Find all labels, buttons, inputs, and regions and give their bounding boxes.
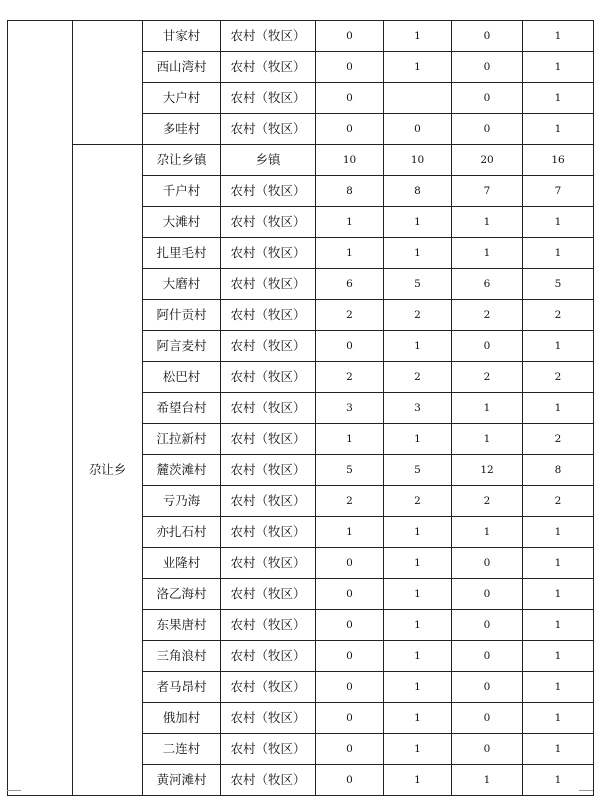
value-cell-3: 1: [452, 517, 523, 548]
value-cell-4: 5: [523, 269, 594, 300]
value-cell-1: 0: [316, 703, 384, 734]
table-row: [8, 21, 594, 52]
village-name-cell: 大磨村: [143, 269, 221, 300]
village-name-cell: 江拉新村: [143, 424, 221, 455]
village-name-cell: 黄河滩村: [143, 765, 221, 796]
area-type-cell: 农村（牧区）: [221, 238, 316, 269]
village-name-cell: 业隆村: [143, 548, 221, 579]
value-cell-3: 1: [452, 765, 523, 796]
village-name-cell: 希望台村: [143, 393, 221, 424]
area-type-cell: 农村（牧区）: [221, 424, 316, 455]
area-type-cell: 农村（牧区）: [221, 455, 316, 486]
value-cell-1: 1: [316, 238, 384, 269]
area-type-cell: 农村（牧区）: [221, 83, 316, 114]
value-cell-4: 1: [523, 703, 594, 734]
value-cell-1: 0: [316, 672, 384, 703]
value-cell-2: 1: [384, 765, 452, 796]
value-cell-3: 1: [452, 207, 523, 238]
value-cell-4: 1: [523, 83, 594, 114]
value-cell-1: 1: [316, 424, 384, 455]
village-name-cell: 多哇村: [143, 114, 221, 145]
area-type-cell: 农村（牧区）: [221, 176, 316, 207]
value-cell-4: 2: [523, 486, 594, 517]
value-cell-3: 2: [452, 486, 523, 517]
area-type-cell: 农村（牧区）: [221, 393, 316, 424]
page-corner-mark-left: [7, 790, 21, 791]
village-statistics-table: [7, 20, 594, 796]
value-cell-2: 1: [384, 641, 452, 672]
value-cell-2: 0: [384, 114, 452, 145]
village-name-cell: 洛乙海村: [143, 579, 221, 610]
value-cell-4: 1: [523, 52, 594, 83]
value-cell-4: 1: [523, 517, 594, 548]
value-cell-2: 1: [384, 238, 452, 269]
area-type-cell: 农村（牧区）: [221, 114, 316, 145]
village-name-cell: 千户村: [143, 176, 221, 207]
area-type-cell: 农村（牧区）: [221, 207, 316, 238]
value-cell-4: 2: [523, 300, 594, 331]
value-cell-2: 1: [384, 21, 452, 52]
area-type-cell: 农村（牧区）: [221, 269, 316, 300]
village-name-cell: 二连村: [143, 734, 221, 765]
village-name-cell: 大滩村: [143, 207, 221, 238]
value-cell-4: 8: [523, 455, 594, 486]
value-cell-3: 1: [452, 238, 523, 269]
area-type-cell: 农村（牧区）: [221, 486, 316, 517]
value-cell-1: 0: [316, 579, 384, 610]
value-cell-1: 1: [316, 207, 384, 238]
village-name-cell: 西山湾村: [143, 52, 221, 83]
village-name-cell: 松巴村: [143, 362, 221, 393]
value-cell-2: 5: [384, 455, 452, 486]
value-cell-3: 0: [452, 610, 523, 641]
value-cell-1: 1: [316, 517, 384, 548]
value-cell-1: 0: [316, 641, 384, 672]
value-cell-2: 1: [384, 517, 452, 548]
previous-town-cell: [73, 21, 143, 145]
value-cell-2: [384, 83, 452, 114]
value-cell-2: 2: [384, 300, 452, 331]
value-cell-2: 1: [384, 331, 452, 362]
value-cell-2: 1: [384, 579, 452, 610]
value-cell-2: 2: [384, 362, 452, 393]
value-cell-4: 1: [523, 331, 594, 362]
county-group-cell: [8, 21, 73, 796]
value-cell-1: 0: [316, 52, 384, 83]
value-cell-4: 1: [523, 579, 594, 610]
value-cell-3: 2: [452, 300, 523, 331]
value-cell-3: 0: [452, 672, 523, 703]
village-name-cell: 大户村: [143, 83, 221, 114]
value-cell-4: 1: [523, 765, 594, 796]
village-name-cell: 麓茨滩村: [143, 455, 221, 486]
village-name-cell: 亦扎石村: [143, 517, 221, 548]
value-cell-4: 1: [523, 238, 594, 269]
value-cell-3: 0: [452, 548, 523, 579]
value-cell-4: 1: [523, 548, 594, 579]
village-name-cell: 亏乃海: [143, 486, 221, 517]
value-cell-1: 0: [316, 114, 384, 145]
village-name-cell: 扎里毛村: [143, 238, 221, 269]
value-cell-3: 12: [452, 455, 523, 486]
value-cell-1: 5: [316, 455, 384, 486]
area-type-cell: 农村（牧区）: [221, 765, 316, 796]
value-cell-1: 0: [316, 331, 384, 362]
area-type-cell: 农村（牧区）: [221, 672, 316, 703]
value-cell-1: 0: [316, 548, 384, 579]
value-cell-1: 2: [316, 300, 384, 331]
village-name-cell: 甘家村: [143, 21, 221, 52]
town-name-cell: 尕让乡: [73, 145, 143, 796]
area-type-cell: 农村（牧区）: [221, 21, 316, 52]
value-cell-1: 0: [316, 83, 384, 114]
value-cell-1: 0: [316, 610, 384, 641]
value-cell-4: 1: [523, 641, 594, 672]
area-type-cell: 农村（牧区）: [221, 641, 316, 672]
area-type-cell: 农村（牧区）: [221, 548, 316, 579]
value-cell-3: 0: [452, 52, 523, 83]
value-cell-2: 1: [384, 734, 452, 765]
value-cell-4: 1: [523, 672, 594, 703]
area-type-cell: 农村（牧区）: [221, 579, 316, 610]
value-cell-4: 1: [523, 610, 594, 641]
value-cell-2: 10: [384, 145, 452, 176]
value-cell-1: 0: [316, 734, 384, 765]
value-cell-2: 3: [384, 393, 452, 424]
value-cell-3: 0: [452, 114, 523, 145]
value-cell-2: 1: [384, 424, 452, 455]
value-cell-2: 1: [384, 207, 452, 238]
value-cell-1: 2: [316, 362, 384, 393]
area-type-cell: 农村（牧区）: [221, 331, 316, 362]
value-cell-3: 0: [452, 703, 523, 734]
value-cell-3: 6: [452, 269, 523, 300]
village-name-cell: 三角浪村: [143, 641, 221, 672]
value-cell-3: 0: [452, 21, 523, 52]
village-name-cell: 俄加村: [143, 703, 221, 734]
value-cell-3: 0: [452, 331, 523, 362]
value-cell-4: 1: [523, 21, 594, 52]
value-cell-2: 8: [384, 176, 452, 207]
value-cell-4: 1: [523, 207, 594, 238]
value-cell-1: 3: [316, 393, 384, 424]
value-cell-4: 1: [523, 114, 594, 145]
area-type-cell: 农村（牧区）: [221, 703, 316, 734]
value-cell-3: 0: [452, 579, 523, 610]
area-type-cell: 农村（牧区）: [221, 517, 316, 548]
table-row: [8, 145, 594, 176]
value-cell-3: 0: [452, 641, 523, 672]
value-cell-2: 1: [384, 610, 452, 641]
area-type-cell: 农村（牧区）: [221, 362, 316, 393]
area-type-cell: 农村（牧区）: [221, 734, 316, 765]
village-name-cell: 阿言麦村: [143, 331, 221, 362]
value-cell-1: 2: [316, 486, 384, 517]
area-type-cell: 乡镇: [221, 145, 316, 176]
value-cell-2: 1: [384, 703, 452, 734]
table-body: [8, 21, 594, 796]
value-cell-4: 1: [523, 393, 594, 424]
village-name-cell: 阿什贡村: [143, 300, 221, 331]
value-cell-4: 16: [523, 145, 594, 176]
village-name-cell: 东果唐村: [143, 610, 221, 641]
value-cell-1: 10: [316, 145, 384, 176]
value-cell-3: 7: [452, 176, 523, 207]
area-type-cell: 农村（牧区）: [221, 300, 316, 331]
value-cell-2: 2: [384, 486, 452, 517]
area-type-cell: 农村（牧区）: [221, 52, 316, 83]
value-cell-4: 2: [523, 424, 594, 455]
value-cell-2: 5: [384, 269, 452, 300]
value-cell-4: 7: [523, 176, 594, 207]
value-cell-1: 8: [316, 176, 384, 207]
value-cell-2: 1: [384, 548, 452, 579]
page-corner-mark-right: [579, 790, 593, 791]
area-type-cell: 农村（牧区）: [221, 610, 316, 641]
value-cell-3: 20: [452, 145, 523, 176]
value-cell-2: 1: [384, 52, 452, 83]
value-cell-3: 0: [452, 83, 523, 114]
value-cell-1: 0: [316, 765, 384, 796]
value-cell-1: 0: [316, 21, 384, 52]
value-cell-3: 1: [452, 424, 523, 455]
value-cell-1: 6: [316, 269, 384, 300]
value-cell-3: 2: [452, 362, 523, 393]
value-cell-3: 1: [452, 393, 523, 424]
value-cell-2: 1: [384, 672, 452, 703]
village-name-cell: 尕让乡镇: [143, 145, 221, 176]
value-cell-4: 1: [523, 734, 594, 765]
value-cell-3: 0: [452, 734, 523, 765]
village-name-cell: 者马昂村: [143, 672, 221, 703]
value-cell-4: 2: [523, 362, 594, 393]
